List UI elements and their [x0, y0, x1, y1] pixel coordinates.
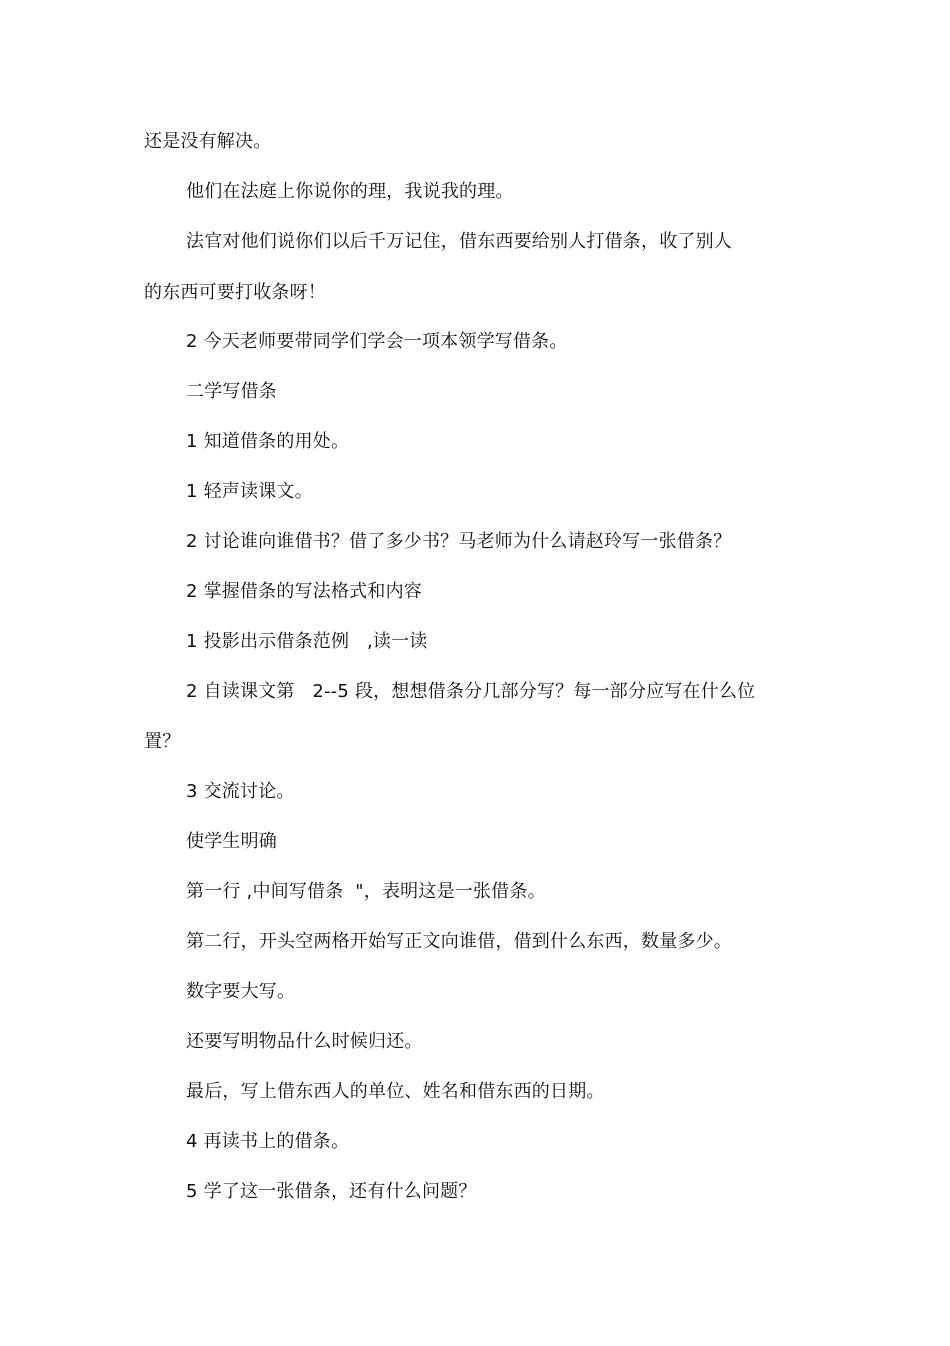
text-line: 置？ — [144, 731, 181, 752]
text-line: 1 知道借条的用处。 — [186, 431, 350, 452]
text-line: 二学写借条 — [186, 381, 277, 402]
text-line: 2 今天老师要带同学们学会一项本领学写借条。 — [186, 331, 568, 352]
text-line: 还是没有解决。 — [144, 131, 272, 152]
text-line: 还要写明物品什么时候归还。 — [186, 1031, 423, 1052]
text-line: 他们在法庭上你说你的理，我说我的理。 — [186, 181, 514, 202]
text-line: 2 掌握借条的写法格式和内容 — [186, 581, 422, 602]
text-line: 使学生明确 — [186, 831, 277, 852]
text-line: 1 投影出示借条范例 ,读一读 — [186, 631, 428, 652]
text-line: 2 讨论谁向谁借书？借了多少书？马老师为什么请赵玲写一张借条？ — [186, 531, 732, 552]
text-line: 2 自读课文第 2--5 段，想想借条分几部分写？每一部分应写在什么位 — [186, 681, 756, 702]
text-line: 第二行，开头空两格开始写正文向谁借，借到什么东西，数量多少。 — [186, 931, 732, 952]
text-line: 4 再读书上的借条。 — [186, 1131, 350, 1152]
text-line: 法官对他们说你们以后千万记住，借东西要给别人打借条，收了别人 — [186, 231, 732, 252]
text-line: 第一行 ,中间写借条 "，表明这是一张借条。 — [186, 881, 546, 902]
text-line: 的东西可要打收条呀！ — [144, 282, 326, 303]
text-line: 最后，写上借东西人的单位、姓名和借东西的日期。 — [186, 1081, 605, 1102]
text-line: 数字要大写。 — [186, 981, 296, 1002]
text-line: 3 交流讨论。 — [186, 781, 295, 802]
text-line: 5 学了这一张借条，还有什么问题？ — [186, 1181, 477, 1202]
text-line: 1 轻声读课文。 — [186, 481, 313, 502]
